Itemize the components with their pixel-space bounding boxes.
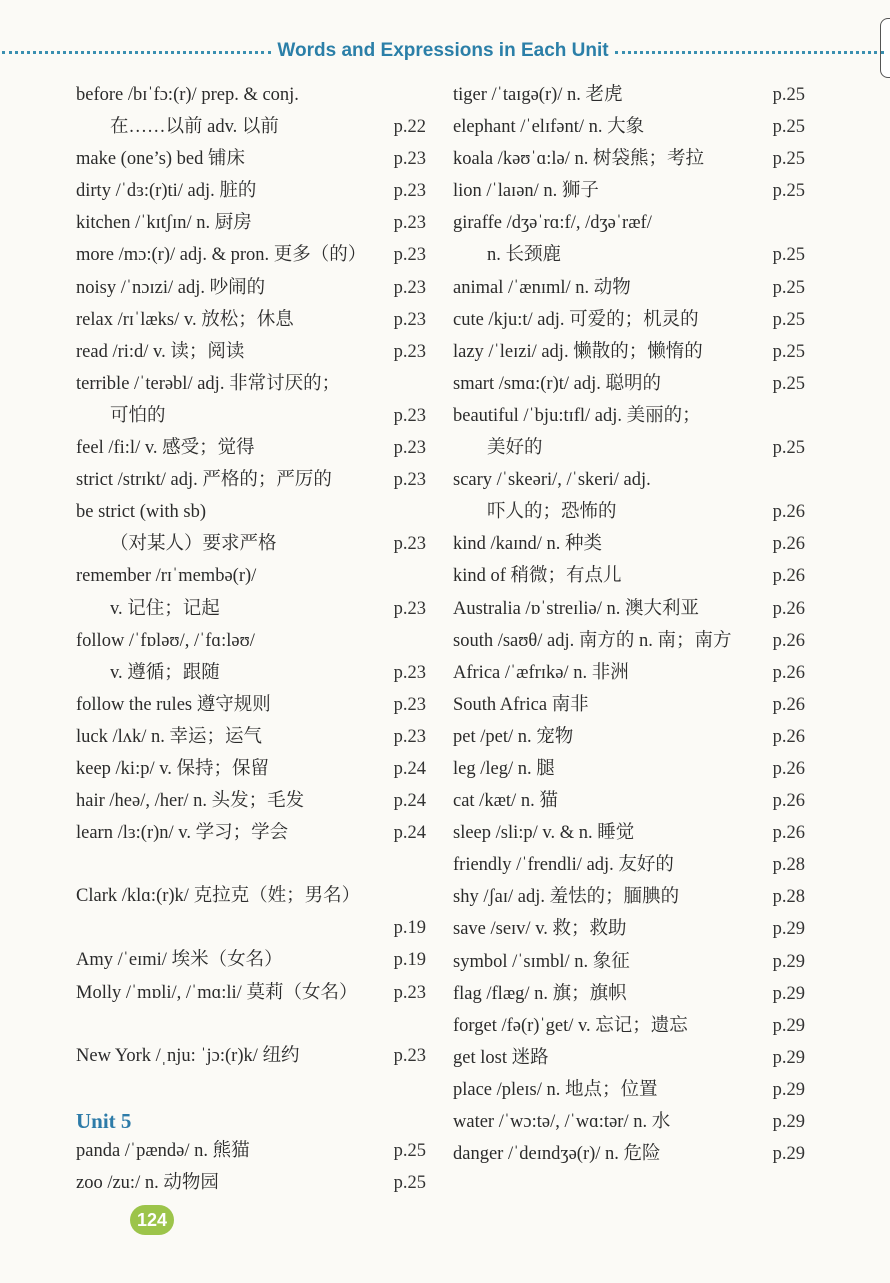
dotted-rule-right (615, 51, 884, 54)
vocab-entry (453, 946, 805, 978)
vocab-entry (76, 336, 426, 368)
vocab-entry (453, 657, 805, 689)
vocab-entry (76, 880, 426, 912)
entry-text: terrible /ˈterəbl/ adj. 非常讨厌的； (76, 373, 341, 394)
page-reference: p.23 (393, 982, 426, 1003)
entry-text: v. 遵循；跟随 (110, 662, 220, 683)
vocab-entry (76, 1135, 426, 1167)
entry-text: dirty /ˈdɜ:(r)ti/ adj. 脏的 (76, 181, 257, 202)
page-reference: p.23 (393, 277, 426, 298)
entry-text: cute /kju:t/ adj. 可爱的；机灵的 (453, 309, 699, 330)
page-reference: p.25 (772, 181, 805, 202)
entry-text: smart /smɑ:(r)t/ adj. 聪明的 (453, 373, 662, 394)
vocab-entry (453, 272, 805, 304)
entry-text: beautiful /ˈbju:tɪfl/ adj. 美丽的； (453, 405, 701, 426)
vocab-entry (76, 143, 426, 175)
vocab-entry (76, 1040, 426, 1072)
entry-text: cat /kæt/ n. 猫 (453, 791, 558, 812)
page-reference: p.25 (772, 149, 805, 170)
entry-text: forget /fə(r)ˈget/ v. 忘记；遗忘 (453, 1015, 688, 1036)
entry-text: kitchen /ˈkɪtʃɪn/ n. 厨房 (76, 213, 252, 234)
vocab-entry (76, 944, 426, 976)
vocab-entry (453, 111, 805, 143)
page-reference: p.26 (772, 694, 805, 715)
entry-text: south /saʊθ/ adj. 南方的 n. 南；南方 (453, 630, 732, 651)
vocab-entry (453, 881, 805, 913)
page-reference: p.29 (772, 951, 805, 972)
entry-text: koala /kəʊˈɑ:lə/ n. 树袋熊；考拉 (453, 149, 705, 170)
vocab-entry (453, 304, 805, 336)
vocab-entry (453, 978, 805, 1010)
right-column (453, 79, 805, 1170)
vocab-entry (453, 625, 805, 657)
page-reference: p.28 (772, 887, 805, 908)
vocab-entry (76, 79, 426, 111)
entry-text: danger /ˈdeɪndʒə(r)/ n. 危险 (453, 1144, 661, 1165)
header-title: Words and Expressions in Each Unit (277, 40, 609, 61)
entry-text: friendly /ˈfrendli/ adj. 友好的 (453, 855, 674, 876)
page-reference: p.26 (772, 566, 805, 587)
entry-text: symbol /ˈsɪmbl/ n. 象征 (453, 951, 630, 972)
page-reference: p.19 (393, 918, 426, 939)
entry-text: strict /strɪkt/ adj. 严格的；严厉的 (76, 470, 332, 491)
page-reference: p.26 (772, 630, 805, 651)
page-reference: p.29 (772, 919, 805, 940)
vocab-entry (453, 560, 805, 592)
page-reference: p.26 (772, 823, 805, 844)
entry-text: Amy /ˈeɪmi/ 埃米（女名） (76, 950, 283, 971)
page-reference: p.23 (393, 1045, 426, 1066)
vocab-entry (76, 175, 426, 207)
page-reference: p.26 (772, 662, 805, 683)
page-reference: p.22 (393, 117, 426, 138)
vocab-entry (453, 175, 805, 207)
entry-text: tiger /ˈtaɪgə(r)/ n. 老虎 (453, 85, 623, 105)
vocab-entry (76, 912, 426, 944)
vocab-entry (76, 368, 426, 400)
spacer (76, 1072, 426, 1103)
dotted-rule-left (2, 51, 271, 54)
vocab-entry (76, 464, 426, 496)
vocab-entry (76, 304, 426, 336)
entry-text: lazy /ˈleɪzi/ adj. 懒散的；懒惰的 (453, 341, 703, 362)
entry-text: read /ri:d/ v. 读；阅读 (76, 341, 245, 362)
page-reference: p.26 (772, 726, 805, 747)
entry-text: luck /lʌk/ n. 幸运；运气 (76, 726, 263, 747)
entry-text: be strict (with sb) (76, 502, 206, 523)
page-reference: p.29 (772, 1079, 805, 1100)
vocab-entry (453, 464, 805, 496)
vocab-entry (76, 1167, 426, 1199)
page-reference: p.25 (393, 1172, 426, 1193)
page-reference: p.23 (393, 309, 426, 330)
entry-text: kind of 稍微；有点儿 (453, 566, 622, 587)
vocab-entry (76, 239, 426, 271)
entry-text: kind /kaɪnd/ n. 种类 (453, 534, 603, 555)
page-reference: p.26 (772, 598, 805, 619)
unit-heading: Unit 5 (76, 1108, 132, 1133)
vocab-entry (76, 753, 426, 785)
vocab-entry (453, 1042, 805, 1074)
vocab-entry (453, 785, 805, 817)
page-reference: p.23 (393, 213, 426, 234)
page-reference: p.26 (772, 502, 805, 523)
spacer (76, 849, 426, 880)
entry-text: （对某人）要求严格 (110, 534, 277, 555)
entry-text: 可怕的 (110, 405, 166, 426)
page-reference: p.23 (393, 662, 426, 683)
vocab-entry-continuation (76, 400, 426, 432)
vocab-entry-continuation (76, 593, 426, 625)
entry-text: place /pleɪs/ n. 地点；位置 (453, 1079, 658, 1100)
page-reference: p.23 (393, 470, 426, 491)
page-reference: p.25 (393, 1140, 426, 1161)
vocab-entry-continuation (453, 432, 805, 464)
entry-text: v. 记住；记起 (110, 598, 220, 619)
page-reference: p.25 (772, 277, 805, 298)
vocab-entry (76, 817, 426, 849)
section-header (0, 36, 890, 66)
entry-text: lion /ˈlaɪən/ n. 狮子 (453, 181, 599, 202)
page-reference: p.29 (772, 1144, 805, 1165)
entry-text: keep /ki:p/ v. 保持；保留 (76, 758, 270, 779)
entry-text: noisy /ˈnɔɪzi/ adj. 吵闹的 (76, 277, 266, 298)
page-reference: p.25 (772, 373, 805, 394)
page-reference: p.26 (772, 758, 805, 779)
entry-text: panda /ˈpændə/ n. 熊猫 (76, 1140, 250, 1161)
vocab-entry (453, 368, 805, 400)
vocab-entry (76, 560, 426, 592)
vocab-entry (453, 336, 805, 368)
page-reference: p.25 (772, 117, 805, 138)
vocab-entry (76, 689, 426, 721)
page-reference: p.23 (393, 245, 426, 266)
entry-text: South Africa 南非 (453, 694, 589, 715)
vocab-entry (453, 79, 805, 111)
page-number-badge: 124 (130, 1205, 174, 1235)
vocab-entry (76, 432, 426, 464)
entry-text: before /bɪˈfɔ:(r)/ prep. & conj. (76, 85, 299, 105)
entry-text: relax /rɪˈlæks/ v. 放松；休息 (76, 309, 294, 330)
entry-text: sleep /sli:p/ v. & n. 睡觉 (453, 823, 635, 844)
entry-text: remember /rɪˈmembə(r)/ (76, 566, 257, 587)
vocab-entry (453, 143, 805, 175)
vocab-entry (453, 207, 805, 239)
vocab-entry (76, 785, 426, 817)
vocab-entry (76, 625, 426, 657)
page-reference: p.29 (772, 1015, 805, 1036)
entry-text: zoo /zu:/ n. 动物园 (76, 1172, 219, 1193)
page-reference: p.25 (772, 85, 805, 105)
vocab-entry (453, 817, 805, 849)
entry-text: n. 长颈鹿 (487, 245, 562, 266)
vocab-entry (453, 913, 805, 945)
entry-text: water /ˈwɔ:tə/, /ˈwɑ:tər/ n. 水 (453, 1112, 671, 1132)
entry-text: New York /ˌnju: ˈjɔ:(r)k/ 纽约 (76, 1045, 300, 1066)
entry-text: Africa /ˈæfrɪkə/ n. 非洲 (453, 662, 629, 683)
page-reference: p.24 (393, 758, 426, 779)
vocab-entry (76, 207, 426, 239)
vocab-entry-continuation (453, 239, 805, 271)
entry-text: 吓人的；恐怖的 (487, 502, 617, 523)
entry-text: leg /leg/ n. 腿 (453, 758, 555, 779)
vocab-entry (453, 528, 805, 560)
page-reference: p.25 (772, 438, 805, 459)
page-reference: p.29 (772, 1047, 805, 1068)
spacer (76, 1009, 426, 1040)
entry-text: elephant /ˈelɪfənt/ n. 大象 (453, 117, 645, 138)
page-reference: p.26 (772, 791, 805, 812)
page-reference: p.26 (772, 534, 805, 555)
page-reference: p.24 (393, 791, 426, 812)
page-reference: p.29 (772, 983, 805, 1004)
page-reference: p.19 (393, 950, 426, 971)
entry-text: Molly /ˈmɒli/, /ˈmɑ:li/ 莫莉（女名） (76, 982, 358, 1003)
page-reference: p.23 (393, 149, 426, 170)
vocab-entry (453, 849, 805, 881)
entry-text: feel /fi:l/ v. 感受；觉得 (76, 438, 255, 459)
entry-text: make (one’s) bed 铺床 (76, 149, 246, 170)
page-reference: p.23 (393, 534, 426, 555)
entry-text: follow the rules 遵守规则 (76, 694, 271, 715)
page-reference: p.29 (772, 1112, 805, 1132)
page-reference: p.23 (393, 405, 426, 426)
page-reference: p.25 (772, 341, 805, 362)
vocab-entry-continuation (76, 657, 426, 689)
entry-text: get lost 迷路 (453, 1047, 549, 1068)
vocab-entry (453, 400, 805, 432)
page-reference: p.23 (393, 598, 426, 619)
vocab-entry (453, 593, 805, 625)
page-reference: p.23 (393, 341, 426, 362)
vocab-entry-continuation (76, 528, 426, 560)
vocab-entry (453, 1010, 805, 1042)
page-reference: p.24 (393, 823, 426, 844)
entry-text: shy /ʃaɪ/ adj. 羞怯的；腼腆的 (453, 887, 680, 908)
entry-text: pet /pet/ n. 宠物 (453, 726, 574, 747)
entry-text: flag /flæg/ n. 旗；旗帜 (453, 983, 627, 1004)
vocab-entry (453, 721, 805, 753)
entry-text: Clark /klɑ:(r)k/ 克拉克（姓；男名） (76, 886, 361, 907)
vocab-entry (453, 1138, 805, 1170)
vocab-entry-continuation (453, 496, 805, 528)
entry-text: 在……以前 adv. 以前 (110, 117, 279, 138)
page-reference: p.28 (772, 855, 805, 876)
vocab-entry (453, 1074, 805, 1106)
vocab-entry (76, 496, 426, 528)
vocab-entry (76, 272, 426, 304)
vocab-entry (453, 753, 805, 785)
vocab-entry (453, 1106, 805, 1138)
entry-text: learn /lɜ:(r)n/ v. 学习；学会 (76, 823, 289, 844)
entry-text: animal /ˈænɪml/ n. 动物 (453, 277, 631, 298)
entry-text: follow /ˈfɒləʊ/, /ˈfɑ:ləʊ/ (76, 630, 255, 651)
entry-text: save /seɪv/ v. 救；救助 (453, 919, 627, 940)
vocab-entry (453, 689, 805, 721)
entry-text: giraffe /dʒəˈrɑ:f/, /dʒəˈræf/ (453, 213, 652, 234)
entry-text: hair /heə/, /her/ n. 头发；毛发 (76, 791, 305, 812)
page-reference: p.23 (393, 726, 426, 747)
page-reference: p.25 (772, 245, 805, 266)
vocab-entry (76, 977, 426, 1009)
page-reference: p.23 (393, 694, 426, 715)
entry-text: Australia /ɒˈstreɪliə/ n. 澳大利亚 (453, 598, 700, 619)
page-reference: p.25 (772, 309, 805, 330)
vocab-entry (76, 721, 426, 753)
page-reference: p.23 (393, 438, 426, 459)
page-reference: p.23 (393, 181, 426, 202)
entry-text: scary /ˈskeəri/, /ˈskeri/ adj. (453, 470, 651, 491)
entry-text: more /mɔ:(r)/ adj. & pron. 更多（的） (76, 245, 367, 266)
vocab-entry-continuation (76, 111, 426, 143)
left-column (76, 79, 426, 1199)
entry-text: 美好的 (487, 438, 543, 459)
